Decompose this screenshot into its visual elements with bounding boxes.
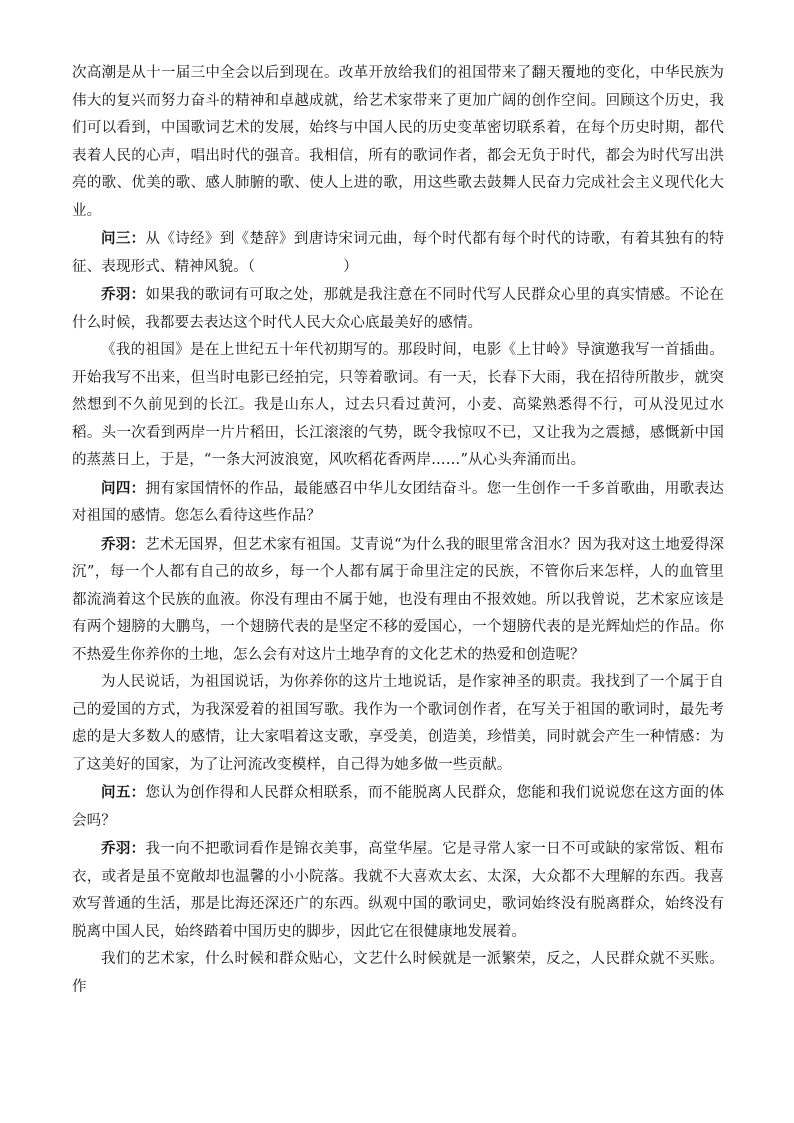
question-label: 问五： [101,784,146,801]
question-paragraph [72,475,724,531]
answer-label: 乔羽： [101,286,146,303]
question-paragraph [72,779,724,835]
question-label: 问三： [101,230,146,247]
answer-paragraph [72,281,724,337]
answer-text: 我一向不把歌词看作是锦衣美事，高堂华屋。它是寻常人家一日不可或缺的家常饭、粗布衣，或者是虽不宽敞却也温馨的小小院落。我就不大喜欢太玄、太深，大众都不大理解的东西。我喜欢写普通的生活，那是比海还深还广的东西。纵观中国的歌词史，歌词始终没有脱离群众，始终没有脱离中国人民，始终踏着中国历史的脚步，因此它在很健康地发展着。 [72,841,724,940]
answer-label: 乔羽： [101,535,145,553]
body-paragraph: 我们的艺术家，什么时候和群众贴心，文艺什么时候就是一派繁荣，反之，人民群众就不买账。作 [72,951,724,995]
body-paragraph: 次高潮是从十一届三中全会以后到现在。改革开放给我们的祖国带来了翻天覆地的变化，中华民族为伟大的复兴而努力奋斗的精神和卓越成就，给艺术家带来了更加广阔的创作空间。回顾这个历史，我们可以看到，中国歌词艺术的发展，始终与中国人民的历史变革密切联系着，在每个历史时期，都代表着人民的心声，唱出时代的强音。我相信，所有的歌词作者，都会无负于时代，都会为时代写出洪亮的歌、优美的歌、感人肺腑的歌、使人上进的歌，用这些歌去鼓舞人民奋力完成社会主义现代化大业。 [72,65,724,219]
answer-text: 艺术无国界，但艺术家有祖国。艾青说“为什么我的眼里常含泪水？因为我对这土地爱得深沉”，每一个人都有自己的故乡，每一个人都有属于命里注定的民族，不管你后来怎样，人的血管里都流淌着这个民族的血液。你没有理由不属于她，也没有理由不报效她。所以我曾说，艺术家应该是有两个翅膀的大鹏鸟，一个翅膀代表的是坚定不移的爱国心，一个翅膀代表的是光辉灿烂的作品。你不热爱生你养你的土地，怎么会有对这片土地孕育的文化艺术的热爱和创造呢？ [72,536,724,663]
answer-paragraph [72,835,724,946]
question-text: 拥有家国情怀的作品，最能感召中华儿女团结奋斗。您一生创作一千多首歌曲，用歌表达对祖国的感情。您怎么看待这些作品？ [72,480,724,524]
answer-text: 如果我的歌词有可取之处，那就是我注意在不同时代写人民群众心里的真实情感。不论在什么时候，我都要去表达这个时代人民大众心底最美好的感情。 [72,287,724,331]
body-paragraph: 为人民说话，为祖国说话，为你养你的这片土地说话，是作家神圣的职责。我找到了一个属于自己的爱国的方式，为我深爱着的祖国写歌。我作为一个歌词创作者，在写关于祖国的歌词时，最先考虑的是大多数人的感情，让大家唱着这支歌，享受美，创造美，珍惜美，同时就会产生一种情感：为了这美好的国家，为了让河流改变模样，自己得为她多做一些贡献。 [72,674,724,773]
question-paragraph [72,225,724,281]
question-text: 您认为创作得和人民群众相联系，而不能脱离人民群众，您能和我们说说您在这方面的体会吗？ [72,785,724,829]
question-text: 从《诗经》到《楚辞》到唐诗宋词元曲，每个时代都有每个时代的诗歌，有着其独有的特征、表现形式、精神风貌。（ [72,231,724,275]
question-text-end: ） [343,258,358,275]
body-paragraph: 《我的祖国》是在上世纪五十年代初期写的。那段时间，电影《上甘岭》导演邀我写一首插曲。开始我写不出来，但当时电影已经拍完，只等着歌词。有一天，长春下大雨，我在招待所散步，就突然想到不久前见到的长江。我是山东人，过去只看过黄河，小麦、高粱熟悉得不行，可从没见过水稻。头一次看到两岸一片片稻田，长江滚滚的气势，既令我惊叹不已，又让我为之震撼，感慨新中国的蒸蒸日上，于是，“一条大河波浪宽，风吹稻花香两岸……”从心头奔涌而出。 [72,342,724,468]
question-label: 问四： [101,479,146,497]
answer-paragraph [72,531,724,670]
answer-label: 乔羽： [101,840,146,857]
document-page [72,60,724,1001]
